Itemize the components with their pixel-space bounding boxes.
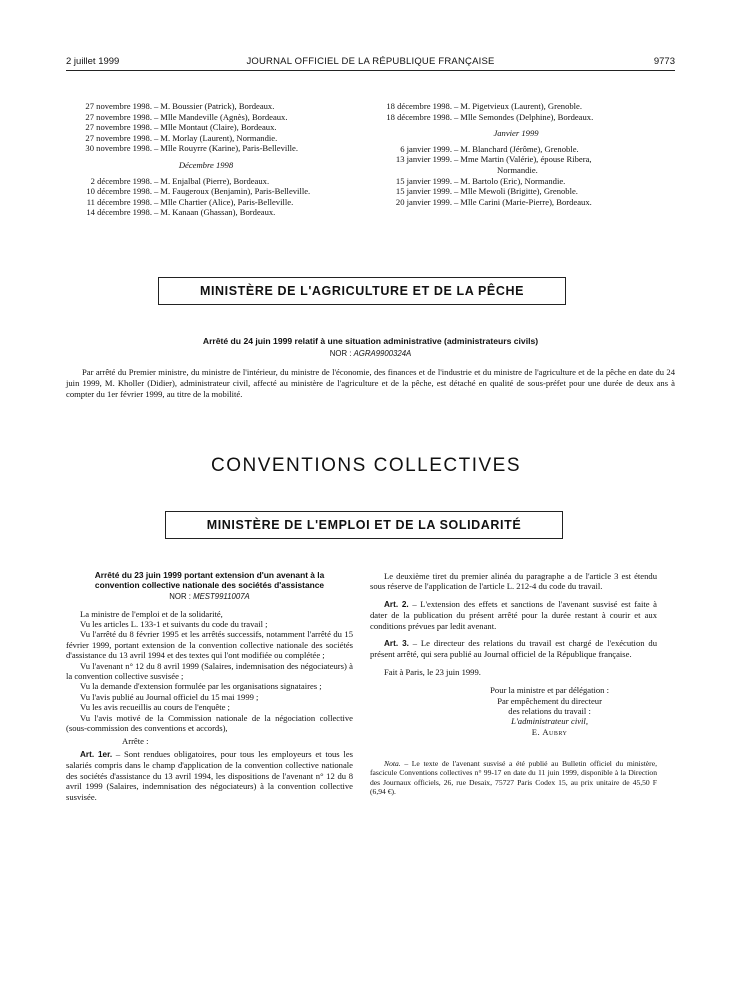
nomination-name: Mlle Montaut (Claire), Bordeaux. (160, 122, 277, 133)
header-rule (66, 70, 675, 71)
signature-block (370, 685, 657, 737)
arrete-emploi-left-column (66, 571, 353, 802)
nomination-row (66, 197, 346, 208)
nomination-date: 27 novembre 1998. (85, 111, 152, 122)
nomination-dash: – (454, 101, 459, 111)
arrete-emploi-title: Arrêté du 23 juin 1999 portant extension d'un avenant à la convention collective nationale des sociétés d'assistance (94, 570, 325, 590)
nomination-date: 13 janvier 1999. (395, 154, 452, 165)
visa-paragraph: Vu l'arrêté du 8 février 1995 et les arrêtés successifs, notamment l'arrêté du 15 février 1999, portant extension de la convention collective nationale des sociétés d'assistance du 13 avril 1994 et des textes qui l'ont modifiée ou complétée ; (66, 629, 353, 661)
nomination-dash: – (454, 196, 459, 207)
nomination-date: 15 janvier 1999. (395, 175, 452, 186)
visa-paragraph: Vu l'avenant n° 12 du 8 avril 1999 (Salaires, indemnisation des négociateurs) à la convention collective susvisée ; (66, 660, 353, 682)
nomination-row (66, 101, 346, 112)
month-subheading: Janvier 1999 (493, 128, 539, 139)
header-page-number: 9773 (653, 56, 675, 67)
nota-label: Nota. (384, 759, 401, 769)
arrete-agriculture-title: Arrêté du 24 juin 1999 relatif à une situation administrative (administrateurs civils) (202, 336, 539, 346)
nomination-name: M. Morlay (Laurent), Normandie. (160, 132, 278, 143)
nomination-date: 18 décembre 1998. (386, 111, 452, 122)
nomination-name: Mme Martin (Valérie), épouse Ribera, (460, 154, 592, 165)
nomination-row (366, 176, 666, 187)
signature-line: L'administrateur civil, (511, 716, 588, 727)
nomination-row (66, 143, 346, 154)
nomination-name: Mlle Chartier (Alice), Paris-Belleville. (160, 196, 294, 207)
article-2-text: – L'extension des effets et sanctions de l'avenant susvisé est faite à dater de la publication du présent arrêté pour la durée restant à courir et aux conditions prévues par ledit avenant. (370, 598, 657, 631)
article-1-continuation: Le deuxième tiret du premier alinéa du paragraphe a de l'article 3 est étendu sous réserve de l'application de l'article L. 212-4 du code du travail. (370, 571, 657, 592)
nomination-row (366, 154, 666, 165)
section-title: CONVENTIONS COLLECTIVES (210, 455, 522, 476)
visa-paragraph: Vu l'avis publié au Journal officiel du 15 mai 1999 ; (80, 691, 259, 702)
nomination-dash: – (154, 132, 159, 143)
nomination-dash: – (154, 186, 159, 197)
nomination-dash: – (454, 143, 459, 154)
nomination-date: 14 décembre 1998. (86, 207, 152, 218)
nor-reference (66, 349, 675, 358)
signature-line: des relations du travail : (508, 706, 591, 717)
article-1 (66, 749, 353, 802)
nomination-row (366, 144, 666, 155)
nomination-name: M. Boussier (Patrick), Bordeaux. (160, 101, 275, 111)
nomination-row (66, 186, 346, 197)
nomination-date: 6 janvier 1999. (400, 143, 452, 154)
signature-line: Pour la ministre et par délégation : (490, 685, 609, 696)
nomination-name: Mlle Carini (Marie-Pierre), Bordeaux. (460, 196, 592, 207)
nor-label: NOR : (329, 349, 352, 358)
nomination-name: Mlle Rouyrre (Karine), Paris-Belleville. (160, 143, 298, 154)
nomination-row (66, 122, 346, 133)
nomination-dash: – (454, 154, 459, 165)
nomination-dash: – (154, 175, 159, 186)
nor-code: AGRA9900324A (353, 349, 412, 358)
signature-name: E. Aubry (531, 726, 568, 737)
visa-paragraph: Vu les articles L. 133-1 et suivants du code du travail ; (80, 619, 268, 629)
article-2 (370, 599, 657, 631)
nomination-dash: – (454, 186, 459, 197)
nomination-dash: – (154, 196, 159, 207)
nomination-row (366, 101, 666, 112)
fait-a-paris: Fait à Paris, le 23 juin 1999. (384, 666, 481, 677)
nomination-date: 27 novembre 1998. (85, 132, 152, 143)
visa-paragraph: Vu la demande d'extension formulée par les organisations signataires ; (80, 681, 322, 692)
nomination-name: M. Enjalbal (Pierre), Bordeaux. (160, 175, 270, 186)
header-date: 2 juillet 1999 (66, 56, 120, 67)
nomination-name: M. Bartolo (Eric), Normandie. (460, 175, 566, 186)
nota-text: – Le texte de l'avenant susvisé a été publié au Bulletin officiel du ministère, fascicule Conventions collectives n° 99-17 en date du 11 juin 1999, disponible à la Direction des Journaux officiels, 26, rue Desaix, 75727 Paris Codex 15, au prix unitaire de 45,50 F (6,94 €). (370, 759, 657, 796)
nota-note (370, 759, 657, 796)
arrete-emploi-right-column (370, 571, 657, 804)
article-2-label: Art. 2. (384, 599, 409, 609)
nomination-date: 15 janvier 1999. (395, 186, 452, 197)
nomination-row (66, 176, 346, 187)
nomination-dash: – (454, 175, 459, 186)
nomination-date: 10 décembre 1998. (86, 186, 152, 197)
nomination-date: 27 novembre 1998. (85, 122, 152, 133)
nomination-name: Mlle Mandeville (Agnès), Bordeaux. (160, 111, 288, 122)
nomination-name: Mlle Semondes (Delphine), Bordeaux. (460, 111, 594, 122)
article-3-label: Art. 3. (384, 639, 409, 649)
article-1-label: Art. 1er. (80, 749, 113, 759)
nomination-row (66, 133, 346, 144)
nomination-row (366, 186, 666, 197)
article-1-text: – Sont rendues obligatoires, pour tous les employeurs et tous les salariés compris dans le champ d'application de la convention collective nationale des sociétés d'assistance du 13 avril 1994, les dispositions de l'avenant n° 12 du 8 avril 1999 (Salaires, indemnisation des négociateurs) à la convention collective susvisée. (66, 748, 353, 802)
nomination-name: M. Pigetvieux (Laurent), Grenoble. (460, 101, 583, 111)
ministry-agriculture-box: MINISTÈRE DE L'AGRICULTURE ET DE LA PÊCHE (158, 277, 566, 305)
nomination-date: 18 décembre 1998. (386, 101, 452, 111)
nomination-date: 27 novembre 1998. (85, 101, 152, 111)
visa-paragraph: Vu l'avis motivé de la Commission nationale de la négociation collective (sous-commission des conventions et accords), (66, 712, 353, 734)
signature-line: Par empêchement du directeur (497, 695, 602, 706)
nomination-dash: – (154, 143, 159, 154)
nor-reference (66, 592, 353, 602)
visa-paragraph: Vu les avis recueillis au cours de l'enquête ; (80, 702, 230, 713)
nor-label: NOR : (169, 592, 191, 602)
nomination-name: M. Blanchard (Jérôme), Grenoble. (460, 143, 579, 154)
visa-paragraph: La ministre de l'emploi et de la solidarité, (80, 608, 223, 619)
nomination-name: M. Kanaan (Ghassan), Bordeaux. (160, 207, 276, 218)
arrete-word: Arrête : (122, 736, 149, 747)
nomination-name: M. Faugeroux (Benjamin), Paris-Belleville. (160, 186, 311, 197)
nomination-dash: – (454, 111, 459, 122)
arrete-agriculture-paragraph: Par arrêté du Premier ministre, du ministre de l'intérieur, du ministre de l'économie, des finances et de l'industrie et du ministre de l'agriculture et de la pêche en date du 24 juin 1999, M. Kholler (Didier), administrateur civil, affecté au ministère de l'agriculture et de la pêche, est détaché en qualité de sous-préfet pour une durée de deux ans à compter du 1er février 1999, au titre de la mobilité. (66, 367, 675, 399)
nominations-left-column (66, 101, 346, 218)
month-subheading: Décembre 1998 (178, 159, 234, 170)
nomination-date: 20 janvier 1999. (395, 196, 452, 207)
nomination-date: 2 décembre 1998. (90, 175, 152, 186)
nor-code: MEST9911007A (193, 592, 250, 602)
nomination-row (366, 112, 666, 123)
nomination-date: 30 novembre 1998. (85, 143, 152, 154)
header-journal-title: JOURNAL OFFICIEL DE LA RÉPUBLIQUE FRANÇAISE (246, 56, 495, 67)
nomination-row (66, 207, 346, 218)
page-header (66, 56, 675, 70)
nomination-date: 11 décembre 1998. (86, 196, 152, 207)
nomination-name: Mlle Mewoli (Brigitte), Grenoble. (460, 186, 578, 197)
nomination-dash: – (154, 207, 159, 218)
article-3-text: – Le directeur des relations du travail est chargé de l'exécution du présent arrêté, qui sera publié au Journal officiel de la République française. (370, 638, 657, 660)
nomination-row-continuation: Normandie. (497, 164, 538, 175)
nominations-right-column (366, 101, 666, 207)
nomination-dash: – (154, 111, 159, 122)
nomination-row (66, 112, 346, 123)
nomination-dash: – (154, 101, 159, 111)
ministry-emploi-box: MINISTÈRE DE L'EMPLOI ET DE LA SOLIDARITÉ (165, 511, 563, 539)
nomination-dash: – (154, 122, 159, 133)
nomination-row (366, 197, 666, 208)
article-3 (370, 638, 657, 660)
